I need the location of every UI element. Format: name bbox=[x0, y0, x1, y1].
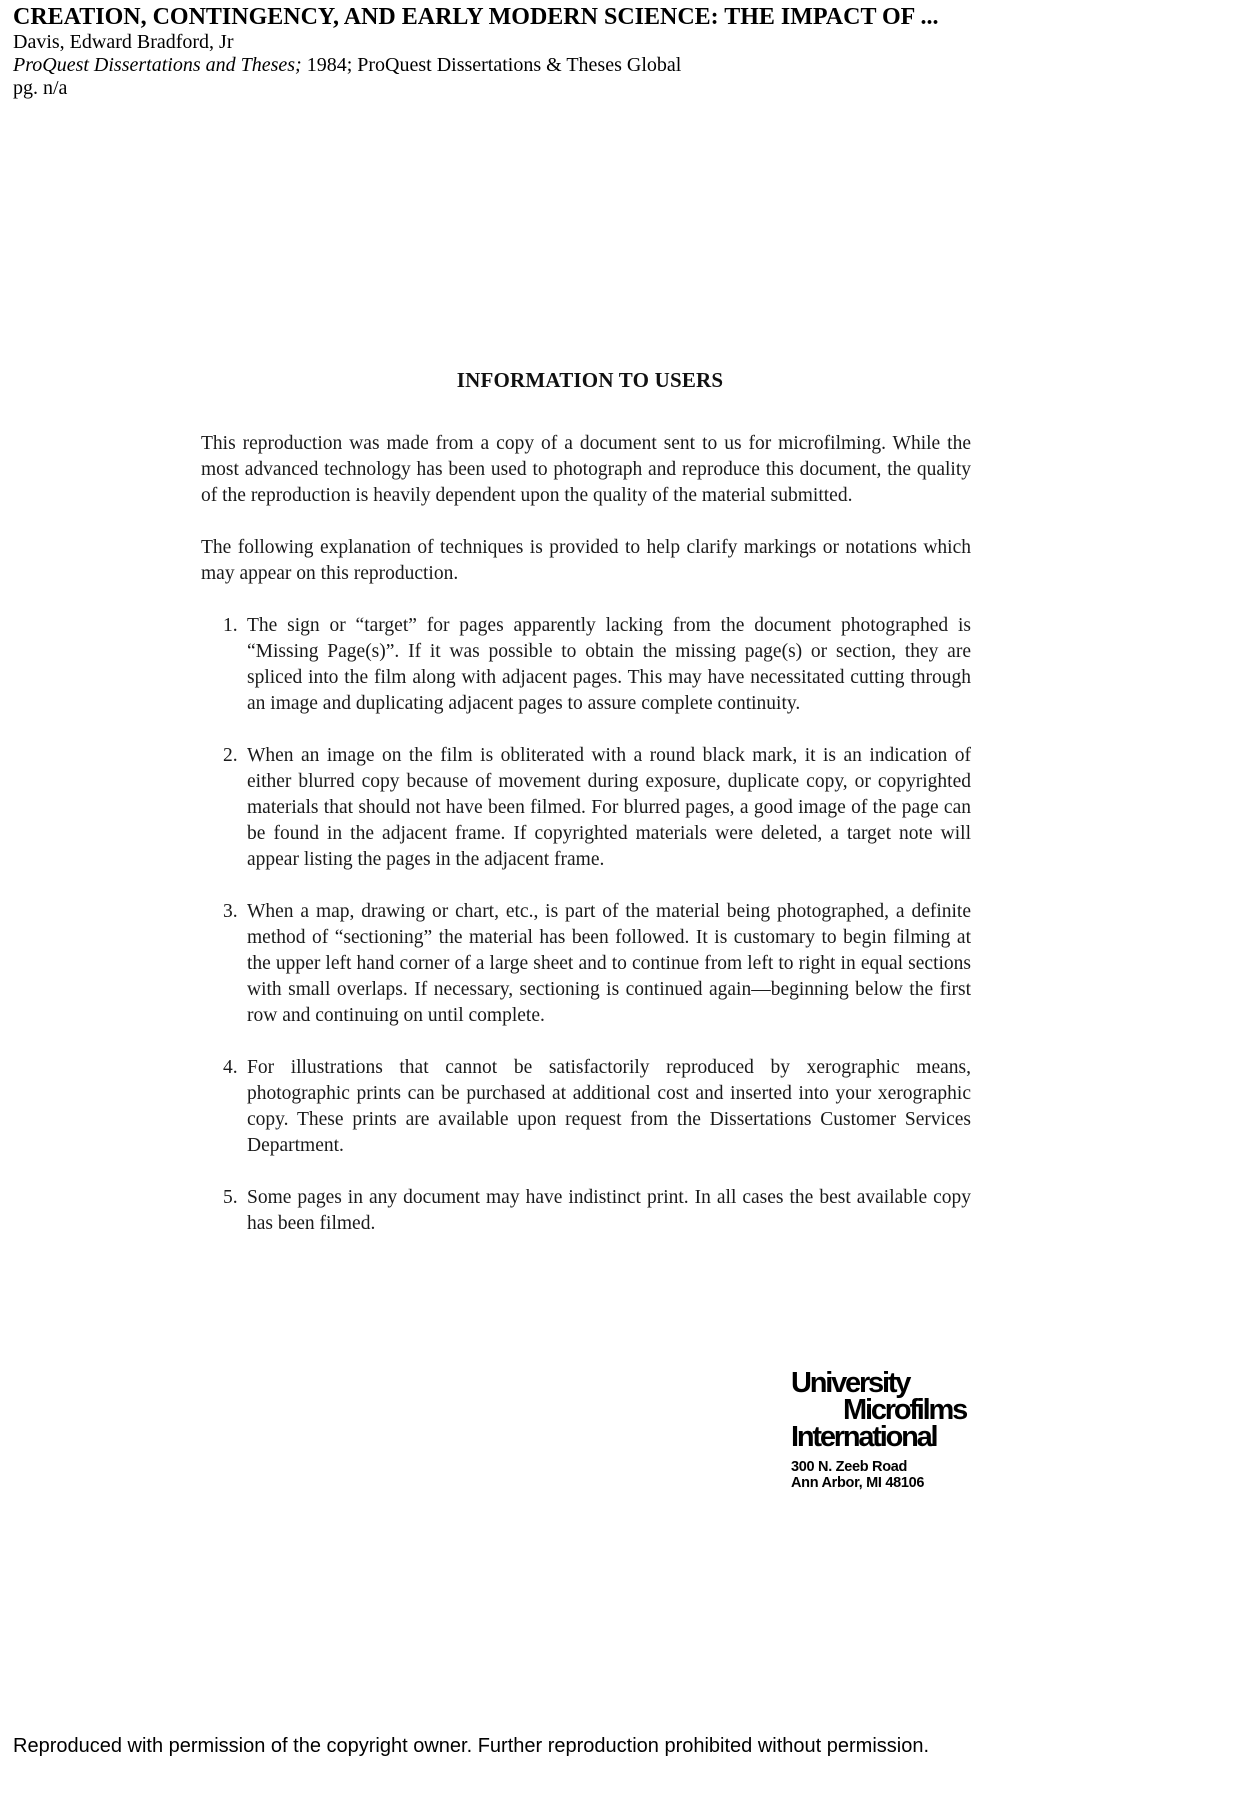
logo-line-international: International bbox=[791, 1421, 937, 1453]
copyright-footer: Reproduced with permission of the copyright owner. Further reproduction prohibited without permission. bbox=[13, 1735, 930, 1757]
logo-line-university: University bbox=[791, 1367, 910, 1399]
intro-paragraph: This reproduction was made from a copy of a document sent to us for microfilming. While the most advanced technology has been used to photograph and reproduce this document, the quality of the reproduction is heavily dependent upon the quality of the material submitted. bbox=[201, 433, 971, 506]
publisher-address bbox=[791, 1459, 1011, 1491]
note-text: When an image on the film is obliterated with a round black mark, it is an indication of either blurred copy because of movement during exposure, duplicate copy, or copyrighted materials that should not have been filmed. For blurred pages, a good image of the page can be found in the adjacent frame. If copyrighted materials were deleted, a target note will appear listing the pages in the adjacent frame. bbox=[247, 745, 971, 870]
document-body bbox=[201, 431, 971, 1263]
note-number: 3. bbox=[223, 901, 238, 922]
note-text: For illustrations that cannot be satisfactorily reproduced by xerographic means, photographic prints can be purchased at additional cost and inserted into your xerographic copy. These prints are available upon request from the Dissertations Customer Services Department. bbox=[247, 1057, 971, 1156]
notes-list bbox=[201, 613, 971, 1237]
author-line: Davis, Edward Bradford, Jr bbox=[13, 31, 234, 53]
publication-name: ProQuest Dissertations and Theses; bbox=[13, 54, 302, 76]
note-text: When a map, drawing or chart, etc., is part of the material being photographed, a definite method of “sectioning” the material has been followed. It is customary to begin filming at the upper left hand corner of a large sheet and to continue from left to right in equal sections with small overlaps. If necessary, sectioning is continued again—beginning below the first row and continuing on until complete. bbox=[247, 901, 971, 1026]
section-heading: INFORMATION TO USERS bbox=[456, 368, 724, 392]
publisher-logo bbox=[791, 1367, 1011, 1491]
address-city: Ann Arbor, MI 48106 bbox=[791, 1475, 925, 1491]
note-number: 2. bbox=[223, 745, 238, 766]
address-street: 300 N. Zeeb Road bbox=[791, 1459, 908, 1475]
list-item bbox=[201, 1185, 971, 1237]
note-text: The sign or “target” for pages apparently lacking from the document photographed is “Missing Page(s)”. If it was possible to obtain the missing page(s) or section, they are spliced into the film along with adjacent pages. This may have necessitated cutting through an image and duplicating adjacent pages to assure complete continuity. bbox=[247, 615, 971, 714]
note-number: 5. bbox=[223, 1187, 238, 1208]
publication-line bbox=[13, 54, 1223, 77]
page-number: pg. n/a bbox=[13, 77, 68, 99]
publication-details: 1984; ProQuest Dissertations & Theses Global bbox=[301, 54, 682, 76]
list-item bbox=[201, 613, 971, 717]
note-text: Some pages in any document may have indistinct print. In all cases the best available copy has been filmed. bbox=[247, 1187, 971, 1234]
list-item bbox=[201, 899, 971, 1029]
list-item bbox=[201, 1055, 971, 1159]
document-title: CREATION, CONTINGENCY, AND EARLY MODERN SCIENCE: THE IMPACT OF ... bbox=[13, 4, 939, 30]
note-number: 1. bbox=[223, 615, 238, 636]
note-number: 4. bbox=[223, 1057, 238, 1078]
list-item bbox=[201, 743, 971, 873]
citation-header bbox=[13, 4, 1223, 100]
explanation-paragraph: The following explanation of techniques is provided to help clarify markings or notations which may appear on this reproduction. bbox=[201, 537, 971, 584]
logo-line-microfilms: Microfilms bbox=[843, 1394, 967, 1426]
